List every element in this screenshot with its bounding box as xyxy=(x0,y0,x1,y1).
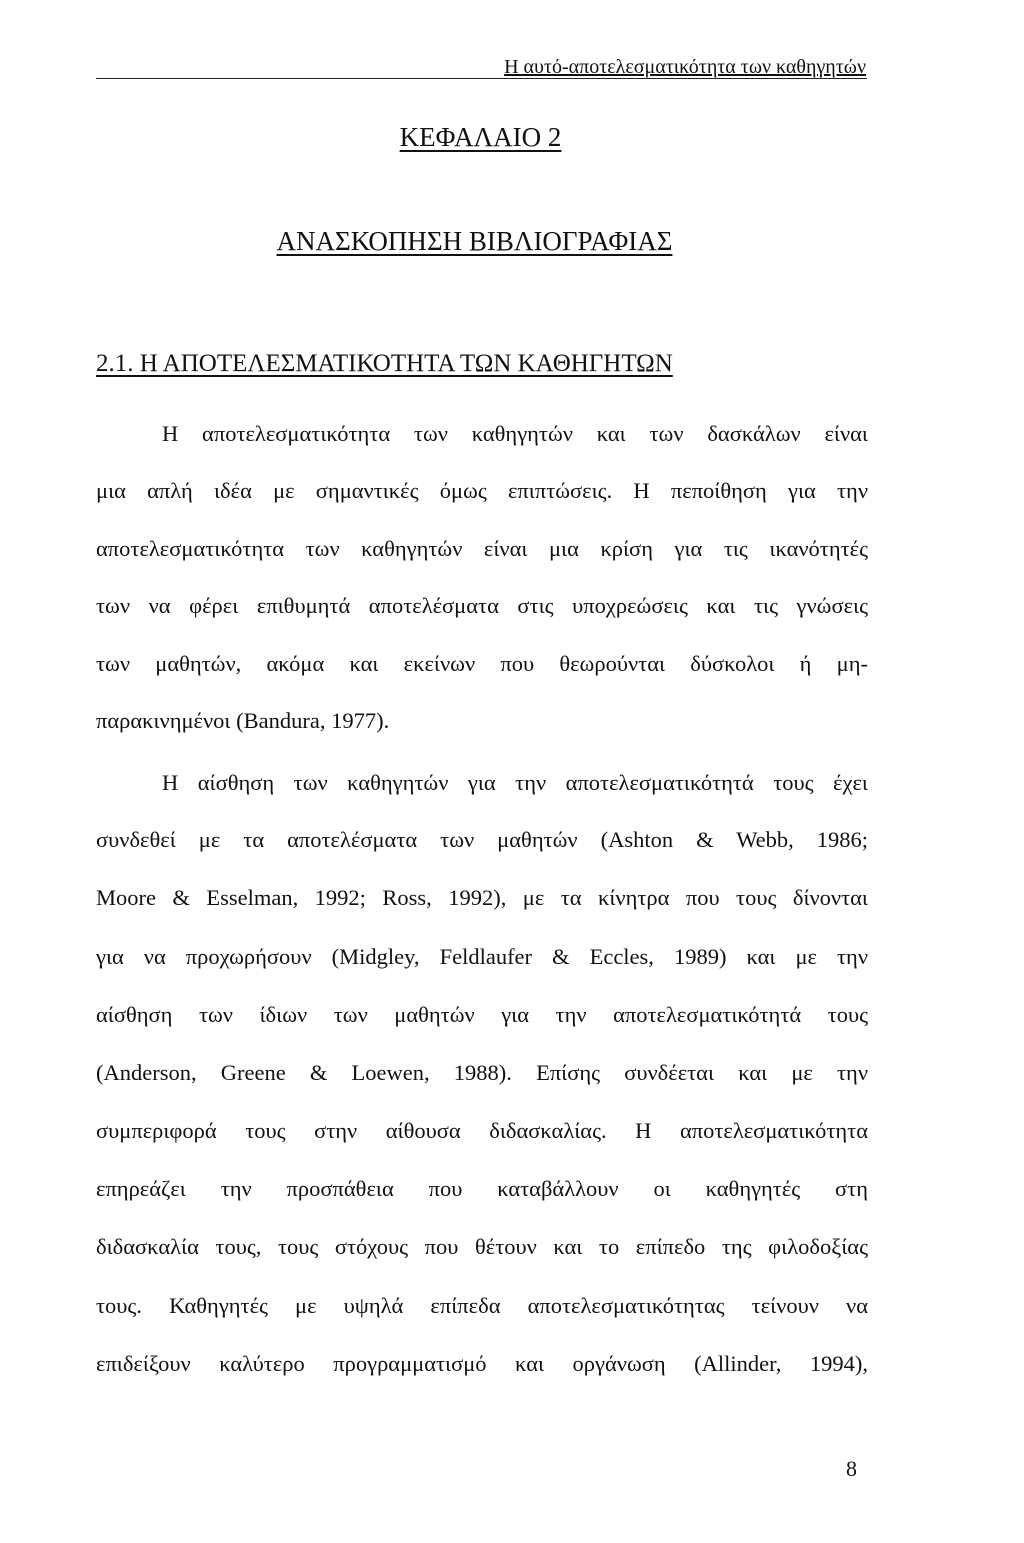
text-line: μια απλή ιδέα με σημαντικές όμως επιπτώσεις. Η πεποίθηση για την xyxy=(96,478,868,503)
text-line: των να φέρει επιθυμητά αποτελέσματα στις υποχρεώσεις και τις γνώσεις xyxy=(96,593,868,618)
text-line: επιδείξουν καλύτερο προγραμματισμό και οργάνωση (Allinder, 1994), xyxy=(96,1351,868,1376)
text-line: συνδεθεί με τα αποτελέσματα των μαθητών (Ashton & Webb, 1986; xyxy=(96,827,868,852)
text-line: Moore & Esselman, 1992; Ross, 1992), με τα κίνητρα που τους δίνονται xyxy=(96,885,868,910)
section-heading: 2.1. Η ΑΠΟΤΕΛΕΣΜΑΤΙΚΟΤΗΤΑ ΤΩΝ ΚΑΘΗΓΗΤΩΝ xyxy=(96,350,673,377)
text-line: Η αίσθηση των καθηγητών για την αποτελεσματικότητά τους έχει xyxy=(162,770,868,795)
text-line: (Anderson, Greene & Loewen, 1988). Επίσης συνδέεται και με την xyxy=(96,1060,868,1085)
text-line: Η αποτελεσματικότητα των καθηγητών και των δασκάλων είναι xyxy=(162,421,868,446)
text-line: τους. Καθηγητές με υψηλά επίπεδα αποτελεσματικότητας τείνουν να xyxy=(96,1293,868,1318)
text-line: επηρεάζει την προσπάθεια που καταβάλλουν οι καθηγητές στη xyxy=(96,1176,868,1201)
text-line: αίσθηση των ίδιων των μαθητών για την αποτελεσματικότητά τους xyxy=(96,1002,868,1027)
text-line: συμπεριφορά τους στην αίθουσα διδασκαλίας. Η αποτελεσματικότητα xyxy=(96,1118,868,1143)
chapter-number: ΚΕΦΑΛΑΙΟ 2 xyxy=(399,122,562,152)
text-line: αποτελεσματικότητα των καθηγητών είναι μια κρίση για τις ικανότητές xyxy=(96,536,868,561)
text-line: διδασκαλία τους, τους στόχους που θέτουν και το επίπεδο της φιλοδοξίας xyxy=(96,1234,868,1259)
text-line: για να προχωρήσουν (Midgley, Feldlaufer & Eccles, 1989) και με την xyxy=(96,944,868,969)
running-header: Η αυτό-αποτελεσματικότητα των καθηγητών xyxy=(504,56,866,78)
chapter-title: ΑΝΑΣΚΟΠΗΣΗ ΒΙΒΛΙΟΓΡΑΦΙΑΣ xyxy=(276,226,673,256)
text-line: των μαθητών, ακόμα και εκείνων που θεωρούνται δύσκολοι ή μη- xyxy=(96,651,868,676)
text-line: παρακινημένοι (Bandura, 1977). xyxy=(96,708,390,733)
page-number: 8 xyxy=(846,1456,857,1481)
